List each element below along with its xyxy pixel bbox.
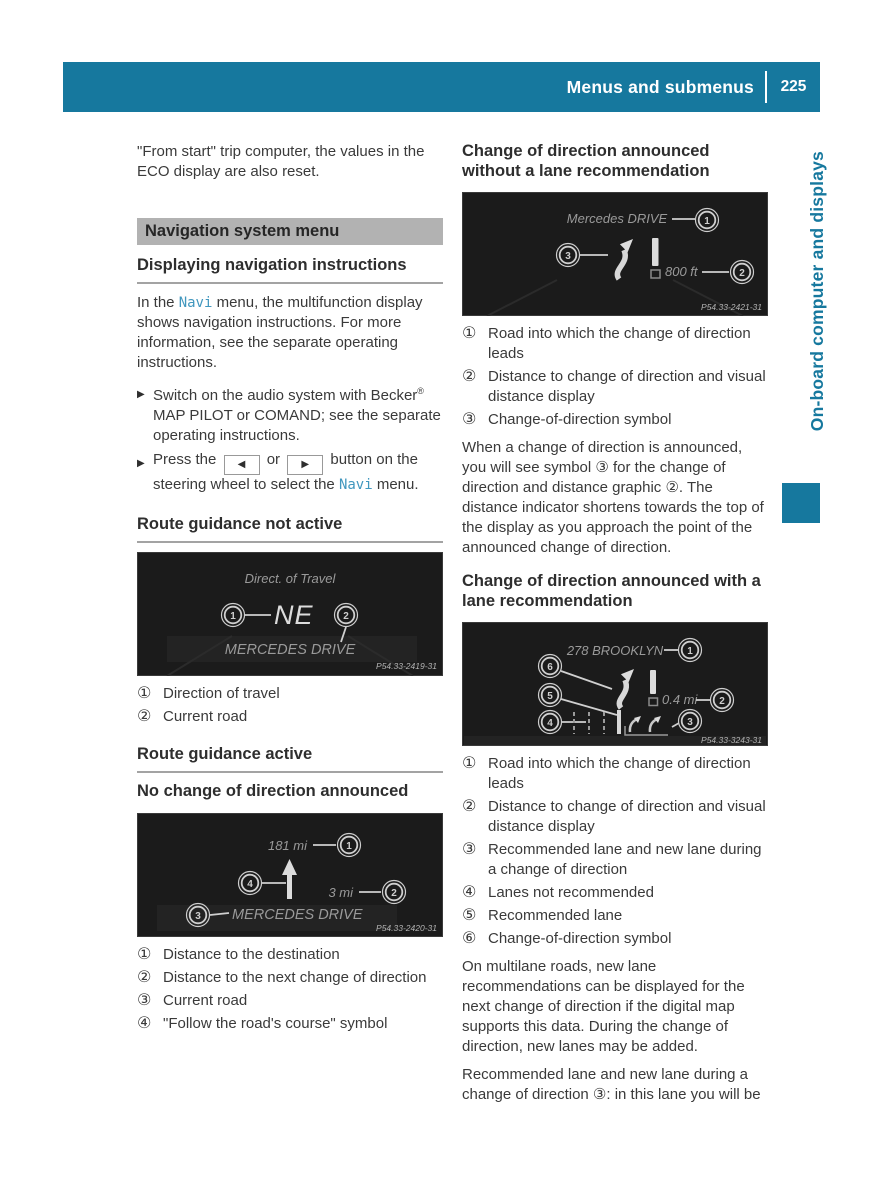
current-road-value: MERCEDES DRIVE [232,906,363,923]
instruction-text [153,450,443,495]
svg-text:4: 4 [247,878,253,890]
legend-text: Current road [163,708,248,725]
legend-item [462,929,768,949]
distance-to-next-change-value: 3 mi [328,884,353,900]
legend-text: Distance to change of direction and visual distance display [488,368,766,405]
svg-text:5: 5 [547,690,553,702]
subheading-no-change: No change of direction announced [137,782,409,800]
legend-item [462,754,768,794]
callout-2 [383,880,406,903]
legend-text: Distance to the destination [163,945,340,963]
current-road-value: MERCEDES DRIVE [224,642,356,658]
chapter-marker-square [782,483,820,523]
legend-text: Direction of travel [163,685,280,702]
subheading-displaying-nav: Displaying navigation instructions [137,256,443,284]
instruction-text [153,381,443,446]
instruction-item [137,381,443,446]
bullet-arrow-icon: ▶ [137,389,145,400]
target-road-value: 278 BROOKLYN [566,643,664,658]
legend-text: Change-of-direction symbol [488,411,672,428]
callout-2 [711,689,734,712]
navi-menu-label: Navi [178,295,213,311]
callout-6 [539,655,562,678]
svg-text:1: 1 [230,610,236,622]
svg-text:2: 2 [739,267,745,279]
callout-2 [335,604,358,627]
legend-text: Recommended lane and new lane during a change of direction [488,841,762,878]
svg-text:1: 1 [346,840,352,852]
image-part-number: P54.33-2421-31 [701,302,762,312]
bullet2-end: menu. [372,476,419,493]
legend-number: ③ [462,411,477,428]
svg-text:1: 1 [704,215,710,227]
subheading-route-not-active: Route guidance not active [137,515,443,543]
callout-1 [222,604,245,627]
compass-direction-value: NE [274,600,314,630]
subheading-with-lane: Change of direction announced with a lane recommendation [462,572,761,610]
legend-number: ① [137,945,152,963]
legend-item [137,707,443,727]
legend-text: "Follow the road's course" symbol [163,1014,388,1032]
bullet1-post: MAP PILOT or COMAND; see the separate operating instructions. [153,407,441,444]
svg-text:3: 3 [195,910,201,922]
bullet2-pre: Press the [153,451,221,468]
legend-item [462,797,768,837]
instruction-list [137,381,443,495]
page-title: Menus and submenus [566,76,754,97]
legend-number: ① [462,325,477,342]
legend-number: ⑥ [462,930,477,947]
navi-menu-label: Navi [338,477,373,493]
legend-text: Distance to change of direction and visual distance display [488,798,766,835]
distance-value: 0.4 mi [662,692,698,707]
legend-item [137,945,443,965]
legend-item [462,410,768,430]
image-part-number: P54.33-2419-31 [376,661,437,671]
legend-text: Distance to the next change of direction [163,968,427,986]
display2-legend [137,945,443,1034]
display4-legend [462,754,768,949]
legend-number: ③ [462,841,477,858]
intro-paragraph: "From start" trip computer, the values in the ECO display are also reset. [137,143,425,180]
legend-text: Recommended lane [488,907,623,924]
svg-text:2: 2 [719,695,725,707]
legend-text: Road into which the change of direction leads [488,755,751,792]
image-part-number: P54.33-3243-31 [701,735,762,745]
nav-para-post: menu, the multifunction display shows navigation instructions. For more information, see the separate operating instructions. [137,294,423,371]
image-part-number: P54.33-2420-31 [376,922,437,933]
legend-number: ① [137,685,152,702]
callout-4 [239,871,262,894]
registered-mark: ® [417,386,424,396]
callout-2 [731,261,754,284]
svg-text:4: 4 [547,717,553,729]
display1-legend [137,684,443,727]
legend-number: ② [137,708,152,725]
svg-text:2: 2 [391,887,397,899]
legend-number: ④ [137,1014,152,1032]
sidebar-chapter-label: On-board computer and displays [807,151,827,432]
svg-text:6: 6 [547,661,553,673]
callout-4 [539,711,562,734]
legend-number: ② [137,968,152,986]
distance-value: 800 ft [665,264,698,279]
paragraph-recommended-lane: Recommended lane and new lane during a change of direction ③: in this lane you will be [462,1066,761,1103]
instruction-item [137,450,443,495]
legend-item [137,1014,443,1034]
right-column [462,142,768,1105]
paragraph-multilane: On multilane roads, new lane recommendations can be displayed for the next change of direction if the digital map supports this data. During the change of direction, new lanes may be added. [462,958,745,1055]
callout-3 [187,903,210,926]
bullet1-pre: Switch on the audio system with Becker [153,387,418,404]
nav-paragraph [137,293,443,373]
nav-para-pre: In the [137,294,179,311]
legend-item [137,968,443,988]
legend-text: Road into which the change of direction leads [488,325,751,362]
legend-item [462,840,768,880]
legend-item [462,367,768,407]
display-change-without-lane [462,192,768,316]
callout-3 [557,244,580,267]
recommended-lane-marker [617,710,621,734]
paragraph-when-change: When a change of direction is announced, you will see symbol ③ for the change of direction and distance graphic ②. The distance indicator shortens towards the top of the display as you approach the point of the announced change of direction. [462,439,764,556]
steering-wheel-forward-button-icon: ▶ [287,455,323,475]
legend-item [137,991,443,1011]
bullet2-post: button on the steering wheel to select the [153,451,418,493]
callout-5 [539,684,562,707]
steering-wheel-back-button-icon: ◀ [224,455,260,475]
display3-legend [462,324,768,430]
display-no-change-of-direction [137,813,443,937]
legend-text: Change-of-direction symbol [488,930,672,947]
callout-3 [679,710,702,733]
svg-text:2: 2 [343,610,349,622]
callout-1 [696,209,719,232]
legend-number: ② [462,368,477,385]
left-column [137,142,443,1052]
direction-of-travel-label: Direct. of Travel [244,571,336,586]
legend-item [137,684,443,704]
target-road-value: Mercedes DRIVE [566,211,668,226]
svg-text:3: 3 [687,716,693,728]
legend-item [462,324,768,364]
legend-number: ④ [462,884,477,901]
legend-text: Lanes not recommended [488,884,654,901]
display-background [463,623,768,746]
page-number: 225 [780,78,807,95]
svg-text:3: 3 [565,250,571,262]
distance-to-destination-value: 181 mi [267,837,307,853]
legend-number: ② [462,798,477,815]
legend-text: Current road [163,991,248,1009]
svg-text:1: 1 [687,645,693,657]
section-heading: Navigation system menu [137,218,443,245]
display-route-guidance-not-active [137,552,443,676]
legend-number: ⑤ [462,907,477,924]
callout-1 [679,639,702,662]
display-change-with-lane [462,622,768,746]
legend-item [462,906,768,926]
callout-1 [338,833,361,856]
legend-number: ① [462,755,477,772]
subheading-without-lane: Change of direction announced without a lane recommendation [462,142,710,180]
bullet2-mid: or [262,451,285,468]
subheading-route-active: Route guidance active [137,745,443,773]
legend-item [462,883,768,903]
bullet-arrow-icon: ▶ [137,458,145,469]
header-bar [63,62,820,112]
legend-number: ③ [137,991,152,1009]
